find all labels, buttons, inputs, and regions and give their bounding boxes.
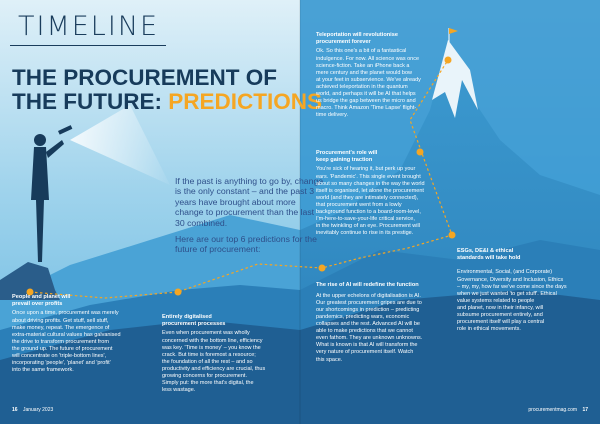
body-line: Governance, Diversity and Inclusion, Ethics: [457, 276, 564, 283]
body-line: indulgence. For now. All science was once: [316, 55, 420, 62]
body-line: even fathom. They are unknown unknowns.: [316, 335, 423, 342]
body-line: this space.: [316, 356, 343, 363]
body-line: procurement itself will play a central: [457, 319, 545, 326]
body-line: was key. 'Time is money' – you know the: [162, 344, 261, 351]
body-line: make money, repeat. The emergence of: [12, 324, 110, 331]
heading-line: keep gaining traction: [316, 156, 373, 163]
intro-paragraph-1: If the past is anything to go by, change is the only constant – and the past 3 years have brought about more change to procurement than the last 30 combined.: [175, 176, 324, 228]
heading-line: procurement processes: [162, 320, 226, 327]
prediction-esg: [457, 248, 595, 333]
body-line: able to make predictions that we cannot: [316, 328, 413, 335]
prediction-heading: [12, 294, 147, 307]
body-line: itself is organised, let alone the procurement: [316, 187, 424, 194]
body-line: will concentrate on 'triple-bottom lines',: [12, 352, 107, 359]
prediction-heading: [316, 282, 446, 289]
headline-line-1: THE PROCUREMENT OF: [12, 65, 278, 90]
body-line: concerned with the bottom line, efficiency: [162, 337, 263, 344]
intro-paragraph-2: Here are our top 6 predictions for the future of procurement:: [175, 234, 317, 255]
body-line: Environmental, Social, (and Corporate): [457, 269, 553, 276]
heading-line: Procurement's role will: [316, 150, 378, 156]
body-line: very nature of procurement itself. Watch: [316, 349, 414, 356]
body-line: extra-material cultural values has galvanised: [12, 331, 121, 338]
body-line: pandemics, predicting wars, economic: [316, 313, 410, 320]
body-line: ears. 'Pandemic'. This single event brought: [316, 173, 421, 180]
body-line: I'm-here-to-save-your-life critical service,: [316, 216, 415, 223]
body-line: in the twinkling of an eye. Procurement will: [316, 223, 420, 230]
body-line: mere century and the planet would bow: [316, 69, 413, 76]
prediction-heading: [316, 32, 446, 45]
heading-line: ESGs, DE&I & ethical: [457, 248, 514, 254]
body-line: and planet, now in their infancy, will: [457, 304, 544, 311]
heading-line: The rise of AI will redefine the function: [316, 282, 419, 288]
body-line: world, and perhaps it will be AI that helps: [316, 90, 416, 97]
body-line: Even when procurement was wholly: [162, 330, 250, 337]
prediction-heading: [162, 314, 292, 327]
body-line: the foundation of all the rest – and so: [162, 358, 253, 365]
prediction-rise-of-ai: [316, 282, 446, 364]
body-line: collapses and the rest. Advanced AI will be: [316, 321, 420, 328]
body-line: – my, my, how far we've come since the days: [457, 283, 567, 290]
body-line: inevitably continue to rise in its prestige.: [316, 230, 414, 237]
body-line: incorporating 'people', 'planet' and 'profit': [12, 360, 111, 367]
prediction-body: [12, 310, 147, 374]
prediction-body: [162, 330, 292, 394]
body-line: Ok. So this one's a bit of a fantastical: [316, 48, 407, 55]
headline-accent: PREDICTIONS: [168, 89, 323, 114]
body-line: less wastage.: [162, 387, 196, 394]
heading-line: standards will take hold: [457, 254, 521, 261]
body-line: background function to a board-room-level,: [316, 208, 421, 215]
section-label: TIMELINE: [18, 11, 160, 42]
body-line: science-fiction. Take an iPhone back a: [316, 62, 410, 69]
body-line: the drive to transform procurement from: [12, 338, 109, 345]
intro-text: [175, 176, 325, 261]
body-line: Once upon a time, procurement was merely: [12, 310, 119, 317]
body-line: value systems related to people: [457, 297, 535, 304]
site-url[interactable]: procurementmag.com: [528, 407, 578, 413]
body-line: At the upper echelons of digitalisation is AI.: [316, 292, 421, 299]
body-line: about so many changes in the way the world: [316, 180, 425, 187]
body-line: macro. Think Amazon 'Time Lapse' flight-: [316, 105, 417, 112]
heading-line: Teleportation will revolutionise: [316, 32, 398, 38]
body-line: subsume procurement entirely, and: [457, 311, 543, 318]
body-line: time delivery.: [316, 112, 348, 119]
body-line: growing concerns for procurement.: [162, 372, 247, 379]
prediction-body: [316, 166, 446, 237]
title-underline: [10, 45, 166, 46]
heading-line: Entirely digitalised: [162, 314, 212, 320]
issue-date: January 2023: [22, 407, 54, 413]
prediction-heading: [457, 248, 595, 261]
body-line: world (and they are intimately connected),: [316, 194, 419, 201]
headline-line-2: [12, 90, 322, 114]
prediction-body: [316, 48, 446, 119]
heading-line: procurement forever: [316, 38, 371, 45]
body-line: our shortcomings in prediction – predicting: [316, 306, 420, 313]
page-number-right: 17: [582, 407, 588, 413]
prediction-digitalised: [162, 314, 292, 394]
footer-left: [12, 407, 53, 413]
body-line: at your feet in subservience. We've already: [316, 76, 421, 83]
prediction-people-planet: [12, 294, 147, 374]
prediction-heading: [316, 150, 446, 163]
body-line: productivity and efficiency are crucial, thus: [162, 365, 266, 372]
heading-line: prevail over profits: [12, 300, 63, 307]
body-line: when we just wanted 'to get stuff'. Ethical: [457, 290, 557, 297]
body-line: into the same framework.: [12, 367, 74, 374]
prediction-teleportation: [316, 32, 446, 119]
body-line: crack. But time is foremost a resource;: [162, 351, 256, 358]
heading-line: People and planet will: [12, 294, 71, 300]
body-line: Our greatest procurement gripes are due to: [316, 299, 422, 306]
body-line: us bridge the gap between the micro and: [316, 98, 416, 105]
footer-right: [528, 407, 588, 413]
body-line: Simply put: the more that's digital, the: [162, 380, 254, 387]
body-line: What is known is that AI will transform the: [316, 342, 418, 349]
body-line: the ground up. The future of procurement: [12, 345, 113, 352]
body-line: about driving profits. Get stuff, sell stuff,: [12, 317, 109, 324]
headline: [12, 66, 322, 114]
prediction-traction: [316, 150, 446, 237]
body-line: that procurement went from a lowly: [316, 201, 402, 208]
body-line: You're sick of hearing it, but perk up your: [316, 166, 416, 173]
headline-line-2-main: THE FUTURE:: [12, 89, 169, 114]
body-line: achieved teleportation in the quantum: [316, 83, 408, 90]
prediction-body: [316, 293, 446, 364]
prediction-body: [457, 269, 595, 333]
body-line: role in ethical movements.: [457, 326, 521, 333]
page-number-left: 16: [12, 407, 18, 413]
